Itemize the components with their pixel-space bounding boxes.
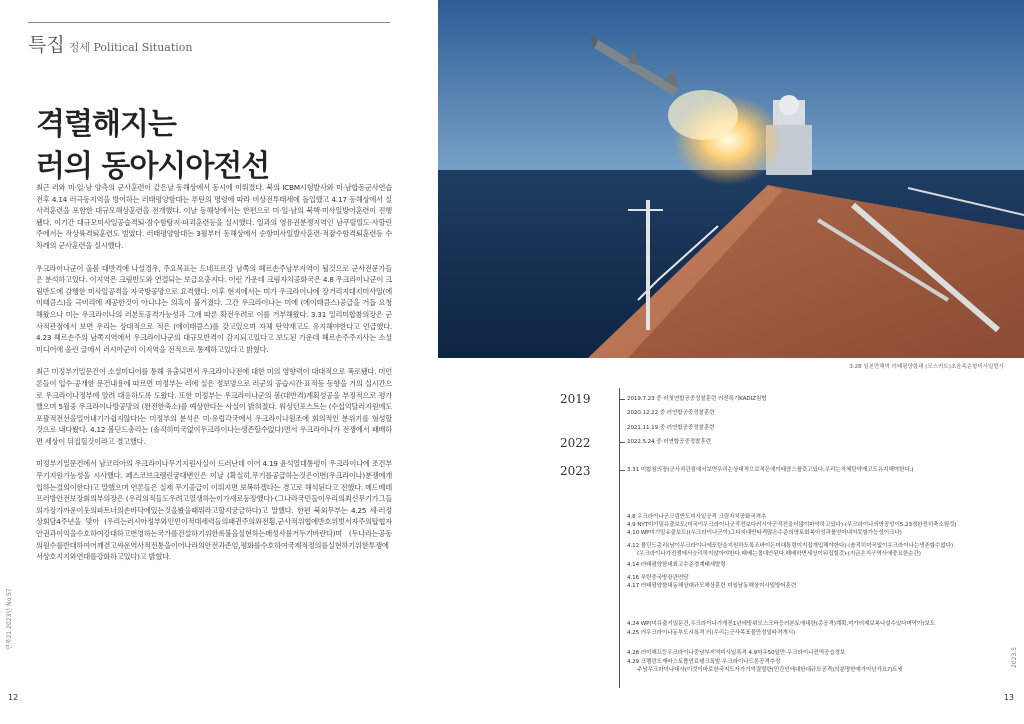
timeline-event-text: 4.12 볼딘드총리(남이우크라이나에포탄을지원하도록조바이든미대통령이지접개입해야한다)·(솔직히미국없이우크라이나는생존할수없다) <box>627 543 954 549</box>
headline-line-2: 러의 동아시아전선 <box>36 149 270 184</box>
timeline-year: 2019 <box>560 392 591 406</box>
timeline-event: 2022.5.24 중·러연합공중정찰훈련 <box>627 439 711 445</box>
issue-date-label: 2023.5 <box>1011 647 1018 668</box>
timeline-year: 2022 <box>560 436 591 450</box>
timeline-event: 4.8 우크라이나군크림반도미사일공격 크림자치공화국격추 <box>627 514 767 520</box>
article-body <box>36 182 392 574</box>
timeline-event: 4.10 WP미기밀유출보도((우크라이나군이)그디지대반타격많은수준의영토회복이성과를얻어내지못할가능성이크다) <box>627 530 902 536</box>
timeline-axis <box>619 388 620 688</box>
right-page <box>512 0 1024 724</box>
top-rule-divider <box>28 22 390 23</box>
timeline-event: 2020.12.22 중·러연합공중정찰훈련 <box>627 410 715 416</box>
timeline-event: 4.16 푸틴중국방장관면담 <box>627 575 689 581</box>
warship-missile-illustration <box>438 0 1024 358</box>
timeline-event: 4.28 러미해프등우크라이나중남부지역미사일폭격 4.9미우50일만·우크라이나전역공습경보 <box>627 650 846 656</box>
section-title: 특집 <box>28 34 65 56</box>
timeline-event: 4.14 러태평양함대최고수준경계태세발령 <box>627 562 726 568</box>
headline-line-1: 격렬해지는 <box>36 107 176 142</box>
timeline-event-text: 4.29 크렘린도재바스토폴연료탱크폭발·우크라이나드론공격추정 <box>627 659 781 665</box>
timeline-event: 4.17 러태평양함대동해상대규모해상훈련 미일남동해상미사일방어훈련 <box>627 583 797 589</box>
body-paragraph-1: 최근 러와 미·일·남 양측의 군사훈련이 같은날 동해상에서 동시에 이뤄졌다. 북의 ICBM시험발사와 미·남합동군사연습전후 4.14 러극동지역을 방어하는 러태평양함대는 푸틴의 명령에 따라 비상전투태세에 돌입했고 4.17 동해상에서 실사격훈련을 포함한 대규모해상훈련을 전개했다. 이날 동해상에서는 한편으로 미·일·남의 북핵·미사일방어훈련이 진행됐다. 이기간 대규모미사일공습격퇴·잠수함탐지·파괴훈련등을 실시했다. 일과의 영유권분쟁지역인 남쿠릴열도·사할린주에서는 작상륙격퇴훈련도 벌였다. 러태평양함대는 3월부터 동해상에서 순항미사일발사훈련·적잠수함격퇴훈련등 수차례의 군사훈련을 실시했다. <box>36 183 392 250</box>
timeline-event: 3.31 미합참의장(군사적관점에서보면우리는상대적으로적은에이태큼스를갖고있다,우리는자체탄약재고도유지해야한다.) <box>627 467 914 473</box>
missile-launch-photo <box>438 0 1024 358</box>
timeline-tick <box>619 442 625 443</box>
timeline-year: 2023 <box>560 464 591 478</box>
timeline-event <box>627 542 953 558</box>
article-headline <box>36 104 269 188</box>
section-subtitle: 정세 Political Situation <box>68 41 193 54</box>
page-number-right: 13 <box>1003 693 1014 702</box>
timeline-event-subtext: 주남우크라이나대사(이것이바로한국지도자가기억결렬한(민간인에대한대규모공격)의분명한예가아닌가요?)트윗 <box>637 667 903 673</box>
timeline-tick <box>619 470 625 471</box>
body-paragraph-2: 우크라이나군이 올봄 대반격에 나설경우, 주요목표는 드네프르강 남쪽의 헤르손주남부지역이 될것으로 군사전문가들은 분석하고있다. 이지역은 크림반도와 연결되는 보급요충지다. 이런 가운데 크림자치공화국은 4.8 우크라이나군이 크림반도에 감행한 미사일공격을 자국방공망으로 요격했다. 이후 현지에서는 미가 우크라이나에 장거리지대지미사일(에이태큼스)을 극비리에 제공한것이 아니냐는 의혹이 불거졌다. 그간 우크라이나는 미에 (에이태큼스)공급을 거듭 요청해왔으나 미는 우크라이나의 러본토공격가능성과 그에 따른 확전우려로 이를 거부해왔다. 3.31 밀리미합참의장은 군사적관점에서 보면 우리는 상대적으로 적은 (에이태큼스)를 갖고있으며 자체 탄약재고도 유지해야한다고 언급했다. 4.23 헤르손주의 남쪽지역에서 우크라이나군의 대규모반격이 감지되고있다고 보도된 가운데 헤르손주주지사는 소셜미디어에 올린 글에서 러시아군이 이지역을 전적으로 통제하고있다고 밝혔다. <box>36 263 392 354</box>
magazine-issue-label: 민족21 2023년 No.57 <box>6 588 13 650</box>
page-number-left: 12 <box>8 693 19 702</box>
timeline-event <box>627 658 903 674</box>
timeline-tick <box>619 399 625 400</box>
timeline-event: 4.25 러우크라이나동부도시폭격 러(우리는군사목표물만정밀타격개시) <box>627 630 796 636</box>
timeline-event: 4.24 WP(미유출기밀문건,우크라이나가개전1년에방위모스크바등러본토에대한(총공격)계획,미가러제보복나설수있다며막아)보도 <box>627 621 936 627</box>
photo-caption: 3.28 일본만해역 러태평양함대 (모스키트)초음속순항미사일발사 <box>849 364 1004 370</box>
timeline-event: 4.9 NYT미기밀유출보도(미국이우크라이나군작전보다러시아군작전을더많이파악하고있다)·(우크라이나의방공망이5.23경완전히축소될것) <box>627 522 957 528</box>
timeline <box>548 388 1008 688</box>
timeline-event-subtext: (우크라이나가전쟁에서승리하지않아야한다.패배는절대안된다.패배하면세상이뒤집힐것)·(지금은지구역사에중요한순간) <box>637 551 921 557</box>
timeline-event: 2021.11.19 중·러연합공중정찰훈련 <box>627 425 715 431</box>
section-header <box>28 30 193 57</box>
timeline-event: 2019.7.23 중·러첫연합공중정찰훈련 러전폭기KADIZ침범 <box>627 396 767 402</box>
body-paragraph-4: 미정부기밀문건에서 남코리아의 우크라이나무기지원사실이 드러난데 이어 4.19 윤석열대통령이 우크라이나에 조건부무기지원가능성을 시사했다. 페스코브크렘린궁대변인은 이날 (확실히,무기를공급하는것은이번(우크라이나)분쟁에개입하는결의이한다)고 말했으며 언론들은 실제 무기공급이 이뤄지면 보복하겠다는 경고로 해석된다고 전했다. 메드베데프러방안전보장회의부의장은 (우리의적들도우려고열생하는이가새로등장했다)·(그나라국민들이우리의최신무기가그들의가장가까운이웃의파트너의손바닥에있는것을봤을때뭐라고할지궁금하다)고 말했다. 한편 북외무부는 4.25 세·러정상회담4주년을 맞아 (우리는러시아정부와인민이적대세력들의패권주의와전횡,군사적위협에반호위벗서자주의탑협자안권과이익을수호하여강대하고번영하는국가를건설하기위한록불을실현하는매성사를거두기바란다)며 (두나라는공동의원수를반대하여어깨겯고싸운역사적전통을이어나라의안전과존엄,평화를수호하여국제적정의를실현하기위한투쟁에서상호지지와연대를강화하고있다)고 밝혔다. <box>36 459 392 562</box>
body-paragraph-3: 최근 미정부기밀문건이 소셜미디어를 통해 유출되면서 우크라이나전에 대한 미의 영향력이 대대적으로 폭로됐다. 미언론들이 입수·공개한 문건내용에 따르면 미정부는 러에 실은 정보망으로 러군의 공습시간·표적등 동향을 거의 실시간으로 우크라이나정부에 알려 대응하도록 도왔다. 또한 미정부는 우크라이나군의 봄(대반격)계획성공을 부정적으로 평가했으며 5월중 우크라이나방공망의 (완전한축소)를 예상한다는 사실이 밝혀졌다. 워싱턴포스트는 (수십억달러지원에도포괄적전선을밀어내기가쉽지않다)는 미정부의 분석은 미·유럽각국에서 우크라이나원조에 회의적인 분위기를 형성할것으로 내다봤다. 4.12 볼딘드총리는 (솔직히미국없이우크라이나는생존할수없다)면서 우크라이나가 전쟁에서 패배하면 세상이 뒤집힐것이라고 경고했다. <box>36 367 392 446</box>
